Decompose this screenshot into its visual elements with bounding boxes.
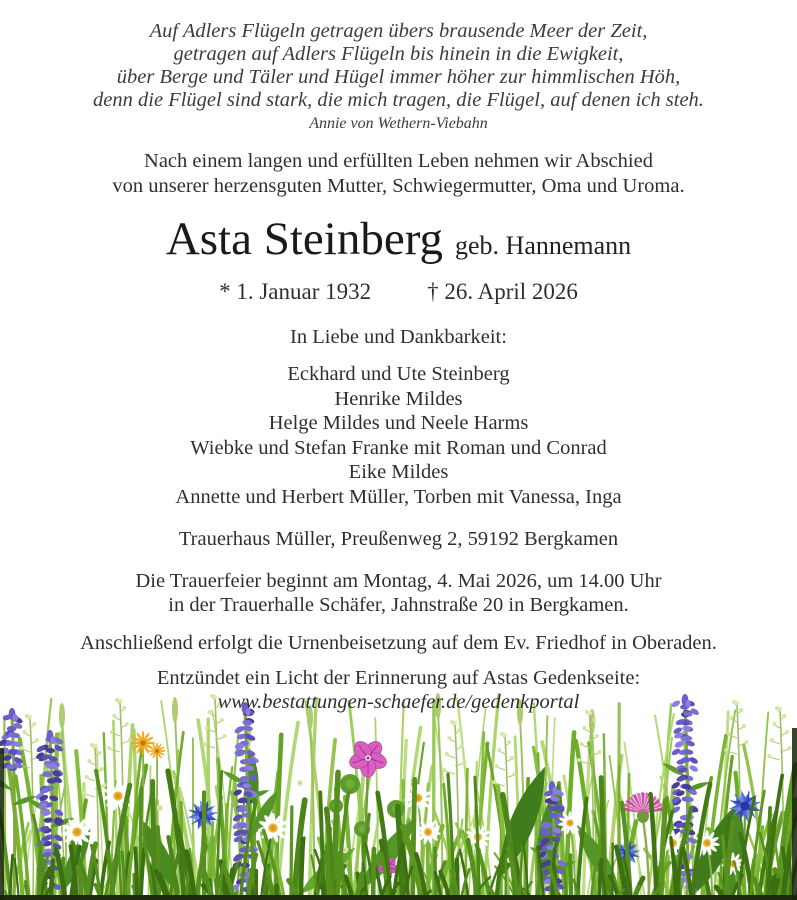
mourner-name: Eike Mildes xyxy=(348,461,449,484)
memorial-invitation xyxy=(0,666,797,714)
mourner-name: Henrike Mildes xyxy=(334,387,463,410)
mourners-list xyxy=(0,362,797,510)
mourner-name: Eckhard und Ute Steinberg xyxy=(287,363,510,385)
memorial-text: Entzündet ein Licht der Erinnerung auf Astas Gedenkseite: xyxy=(156,666,641,689)
flower-meadow-image xyxy=(0,688,797,900)
poem-line: über Berge und Täler und Hügel immer höher zur himmlischen Höh, xyxy=(116,66,681,88)
death-date: † 26. April 2026 xyxy=(427,279,578,304)
poem-line: denn die Flügel sind stark, die mich tragen, die Flügel, auf denen ich steh. xyxy=(93,89,704,111)
deceased-name-row xyxy=(0,212,797,277)
intro-text xyxy=(0,149,797,198)
intro-line: Nach einem langen und erfüllten Leben nehmen wir Abschied xyxy=(144,150,653,172)
service-line: Die Trauerfeier beginnt am Montag, 4. Mai 2026, um 14.00 Uhr xyxy=(135,569,662,592)
poem-line: Auf Adlers Flügeln getragen übers brausende Meer der Zeit, xyxy=(149,20,648,42)
mourner-name: Helge Mildes und Neele Harms xyxy=(268,412,529,435)
deceased-name: Asta Steinberg xyxy=(165,213,443,265)
birth-date: * 1. Januar 1932 xyxy=(219,279,372,304)
funeral-home-address: Trauerhaus Müller, Preußenweg 2, 59192 Bergkamen xyxy=(178,527,619,550)
maiden-name: geb. Hannemann xyxy=(455,231,632,260)
poem-attribution: Annie von Wethern-Viebahn xyxy=(309,115,488,132)
poem-line: getragen auf Adlers Flügeln bis hinein in die Ewigkeit, xyxy=(173,43,624,65)
mourner-name: Annette und Herbert Müller, Torben mit Vanessa, Inga xyxy=(175,485,622,508)
service-line: in der Trauerhalle Schäfer, Jahnstraße 20 in Bergkamen. xyxy=(168,594,629,617)
burial-info: Anschließend erfolgt die Urnenbeisetzung auf dem Ev. Friedhof in Oberaden. xyxy=(80,631,717,654)
intro-line: von unserer herzensguten Mutter, Schwiegermutter, Oma und Uroma. xyxy=(112,174,685,197)
service-info xyxy=(0,569,797,618)
life-dates xyxy=(0,279,797,305)
memorial-poem xyxy=(0,20,797,112)
closing-phrase: In Liebe und Dankbarkeit: xyxy=(290,326,507,348)
memorial-url: www.bestattungen-schaefer.de/gedenkportal xyxy=(217,690,580,713)
mourner-name: Wiebke und Stefan Franke mit Roman und Conrad xyxy=(190,436,607,459)
